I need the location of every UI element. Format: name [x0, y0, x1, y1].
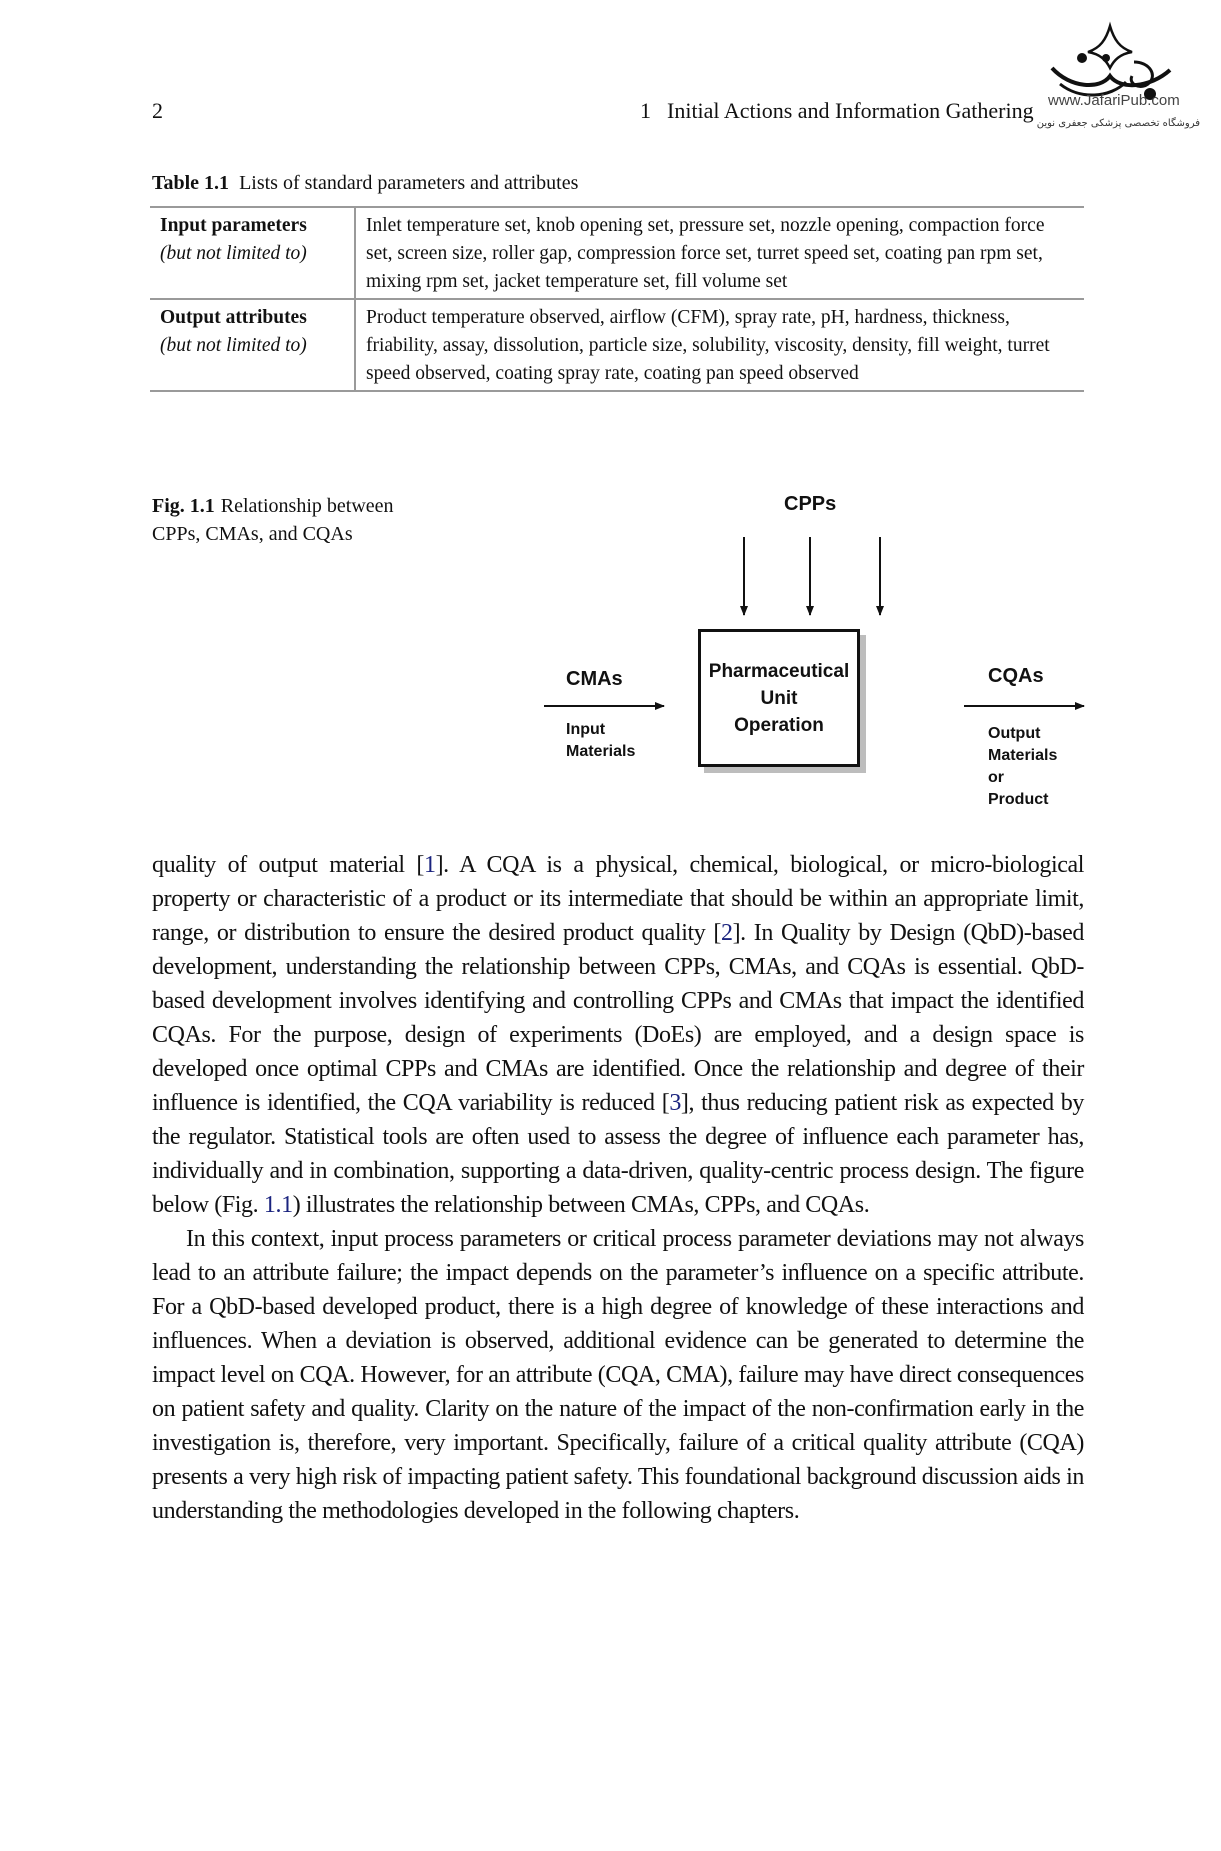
- row-content: Inlet temperature set, knob opening set, pressure set, nozzle opening, compaction force set, screen size, roller gap, compression force set, turret speed set, coating pan rpm set, mixing rpm set, jacket temperature set, fill volume set: [366, 215, 1045, 292]
- output-materials-line: Product: [988, 791, 1049, 808]
- box-line: Operation: [734, 714, 824, 736]
- table-caption-label: Table 1.1: [152, 172, 230, 194]
- output-materials-label: [988, 723, 1057, 811]
- text-run: ) illustrates the relationship between CMAs, CPPs, and CQAs.: [292, 1192, 870, 1218]
- input-materials-line: Materials: [566, 743, 636, 760]
- cqas-label: CQAs: [988, 665, 1044, 687]
- text-run: ]. In Quality by Design (QbD)-based development, understanding the relationship between CPPs, CMAs, and CQAs is essential. QbD-based development involves identifying and controlling CPPs and CMAs that impact the identified CQAs. For the purpose, design of experiments (DoEs) are employed, and a design space is developed once optimal CPPs and CMAs are identified. Once the relationship and degree of their influence is identified, the CQA variability is reduced [: [152, 920, 1084, 1116]
- output-materials-line: Output: [988, 725, 1041, 742]
- text-run: ]. A CQA is a physical, chemical, biological, or micro-biological property or characteristic of a product or its intermediate that should be within an appropriate limit, range, or distribution to ensure the desired product quality [: [152, 852, 1084, 946]
- text-run: quality of output material [: [152, 852, 424, 878]
- table-caption-text: Lists of standard parameters and attributes: [239, 172, 579, 194]
- body-text: [152, 848, 1084, 1528]
- row-header-title: Input parameters: [160, 215, 307, 236]
- cpps-label: CPPs: [784, 493, 837, 515]
- row-header-title: Output attributes: [160, 307, 307, 328]
- table-caption: [152, 172, 578, 195]
- watermark-url: www.JafariPub.com: [1048, 92, 1180, 109]
- row-header-note: (but not limited to): [160, 335, 307, 356]
- chapter-title: Initial Actions and Information Gathering: [667, 98, 1034, 123]
- cmas-label: CMAs: [566, 668, 623, 690]
- citation-link[interactable]: 2: [720, 920, 733, 946]
- figure-caption-text: Relationship between CPPs, CMAs, and CQAs: [152, 495, 394, 545]
- figure-caption-label: Fig. 1.1: [152, 495, 215, 517]
- parameters-table: [150, 206, 1084, 392]
- row-header: [150, 299, 355, 391]
- output-materials-line: or: [988, 769, 1004, 786]
- citation-link[interactable]: 1: [423, 852, 436, 878]
- figure-caption: [152, 492, 402, 548]
- output-materials-line: Materials: [988, 747, 1058, 764]
- row-header-note: (but not limited to): [160, 243, 307, 264]
- unit-operation-box: [698, 629, 860, 767]
- paragraph-1: [152, 848, 1084, 1222]
- box-line: Pharmaceutical: [708, 660, 850, 682]
- table-row: [150, 299, 1084, 391]
- input-materials-line: Input: [566, 721, 606, 738]
- row-header: [150, 207, 355, 299]
- cpp-cma-cqa-diagram: [530, 485, 1100, 815]
- figure-link[interactable]: 1.1: [263, 1192, 293, 1218]
- page-number: 2: [152, 98, 163, 123]
- table-row: [150, 207, 1084, 299]
- watermark-persian-text: فروشگاه تخصصی پزشکی جعفری نوین: [1036, 118, 1200, 129]
- running-head: [640, 98, 1034, 124]
- chapter-number: 1: [640, 98, 651, 123]
- row-content: Product temperature observed, airflow (CFM), spray rate, pH, hardness, thickness, friability, assay, dissolution, particle size, solubility, viscosity, density, fill weight, turret speed observed, coating spray rate, coating pan speed observed: [366, 307, 1050, 384]
- input-materials-label: [566, 719, 635, 763]
- text-run: ], thus reducing patient risk as expected by the regulator. Statistical tools are often used to assess the degree of influence each parameter has, individually and in combination, supporting a data-driven, quality-centric process design. The figure below (Fig.: [152, 1090, 1085, 1218]
- citation-link[interactable]: 3: [669, 1090, 681, 1116]
- box-line: Unit: [760, 687, 798, 709]
- paragraph-2: In this context, input process parameters or critical process parameter deviations may not always lead to an attribute failure; the impact depends on the parameter’s influence on a specific attribute. For a QbD-based developed product, there is a high degree of knowledge of these interactions and influences. When a deviation is observed, additional evidence can be generated to determine the impact level on CQA. However, for an attribute (CQA, CMA), failure may have direct consequences on patient safety and quality. Clarity on the nature of the impact of the non-confirmation early in the investigation is, therefore, very important. Specifically, failure of a critical quality attribute (CQA) presents a very high risk of impacting patient safety. This foundational background discussion aids in understanding the methodologies developed in the following chapters.: [152, 1226, 1084, 1524]
